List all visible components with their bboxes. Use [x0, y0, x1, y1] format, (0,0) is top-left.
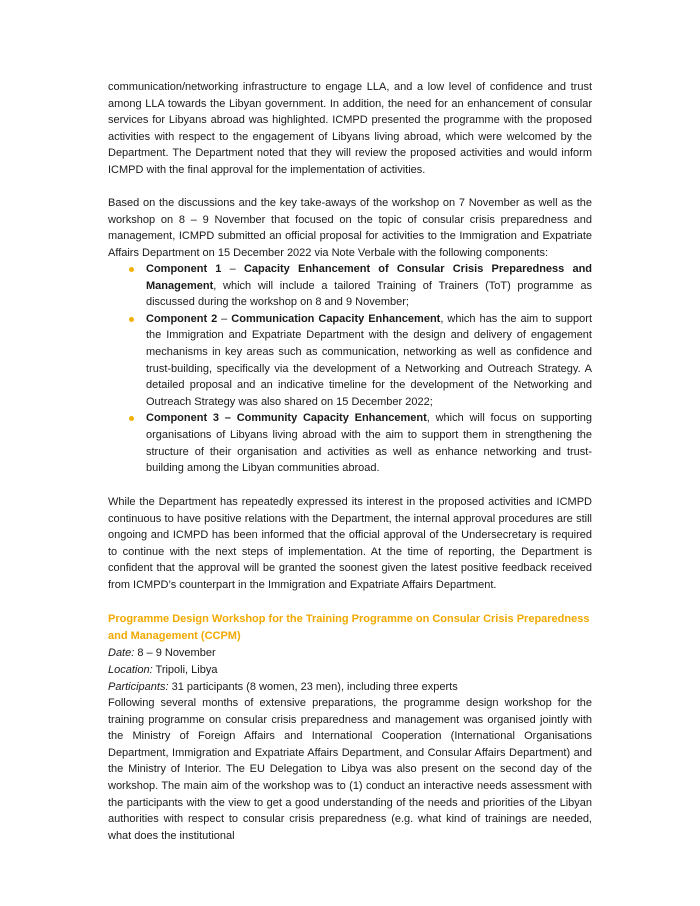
component-text: , which has the aim to support the Immigration and Expatriate Department with the design and delivery of engagement mechanisms in key areas such as communication, networking as well as confidence and trust-building, specifically via the development of a Networking and Outreach Strategy. A detailed proposal and an indicative timeline for the development of the Networking and Outreach Strategy was also shared on 15 December 2022; — [146, 312, 592, 408]
component-label: Component 1 — [146, 263, 222, 275]
component-label: Component 3 — [146, 412, 220, 425]
component-text: , which will include a tailored Training of Trainers (ToT) programme as discussed during the workshop on 8 and 9 November; — [146, 279, 592, 309]
meta-value: 31 participants (8 women, 23 men), including three experts — [168, 681, 458, 693]
paragraph: communication/networking infrastructure to engage LLA, and a low level of confidence and trust among LLA towards the Libyan government. In addition, the need for an enhancement of consular services for Libyans abroad was highlighted. ICMPD presented the programme with the proposed activities with respect to the engagement of Libyans living abroad, which were welcomed by the Department. The Department noted that they will review the proposed activities and would inform ICMPD with the final approval for the implementation of activities. — [108, 81, 592, 176]
meta-participants — [108, 679, 592, 696]
component-title: Communication Capacity Enhancement — [231, 312, 441, 325]
meta-date — [108, 645, 592, 662]
meta-location — [108, 662, 592, 679]
paragraph: While the Department has repeatedly expressed its interest in the proposed activities and ICMPD continuous to have positive relations with the Department, the internal approval procedures are still ongoing and ICMPD has been informed that the official approval of the Undersecretary is required to continue with the next steps of implementation. At the time of reporting, the Department is confident that the approval will be granted the soonest given the latest positive feedback received from ICMPD’s counterpart in the Immigration and Expatriate Affairs Department. — [108, 496, 592, 591]
meta-value: 8 – 9 November — [134, 647, 216, 659]
list-item — [108, 261, 592, 311]
component-label: Component 2 — [146, 312, 218, 325]
bullet-icon — [129, 267, 134, 272]
section-heading: Programme Design Workshop for the Training Programme on Consular Crisis Preparedness and Management (CCPM) — [108, 613, 590, 642]
component-dash: – — [221, 263, 244, 275]
component-dash: – — [217, 312, 232, 325]
meta-label: Date: — [108, 647, 135, 659]
paragraph: Following several months of extensive preparations, the programme design workshop for the training programme on consular crisis preparedness and management was organised jointly with the Ministry of Foreign Affairs and International Cooperation (International Organisations Department, Immigration and Expatriate Affairs Department, and Consular Affairs Department) and the Ministry of Interior. The EU Delegation to Libya was also present on the second day of the workshop. The main aim of the workshop was to (1) conduct an interactive needs assessment with the participants with the view to get a good understanding of the needs and priorities of the Libyan authorities with respect to consular crisis preparedness (e.g. what kind of trainings are needed, what does the institutional — [108, 697, 592, 842]
component-dash: – — [219, 412, 237, 425]
bullet-icon — [129, 416, 134, 421]
component-title: Community Capacity Enhancement — [236, 412, 427, 425]
meta-value: Tripoli, Libya — [152, 664, 218, 676]
meta-label: Participants: — [108, 681, 169, 693]
meta-label: Location: — [108, 664, 153, 676]
component-text: , which will focus on supporting organisations of Libyans living abroad with the aim to support them in strengthening the structure of their organisation and activities as well as enhance networking and trust-building among the Libyan communities abroad. — [146, 412, 593, 475]
component-title: Capacity Enhancement of Consular Crisis Preparedness and Management — [146, 263, 593, 292]
components-list — [108, 261, 592, 477]
list-item — [108, 311, 592, 411]
paragraph: Based on the discussions and the key take-aways of the workshop on 7 November as well as the workshop on 8 – 9 November that focused on the topic of consular crisis preparedness and management, ICMPD submitted an official proposal for activities to the Immigration and Expatriate Affairs Department on 15 December 2022 via Note Verbale with the following components: — [108, 197, 592, 259]
bullet-icon — [129, 317, 134, 322]
list-item — [108, 410, 592, 476]
